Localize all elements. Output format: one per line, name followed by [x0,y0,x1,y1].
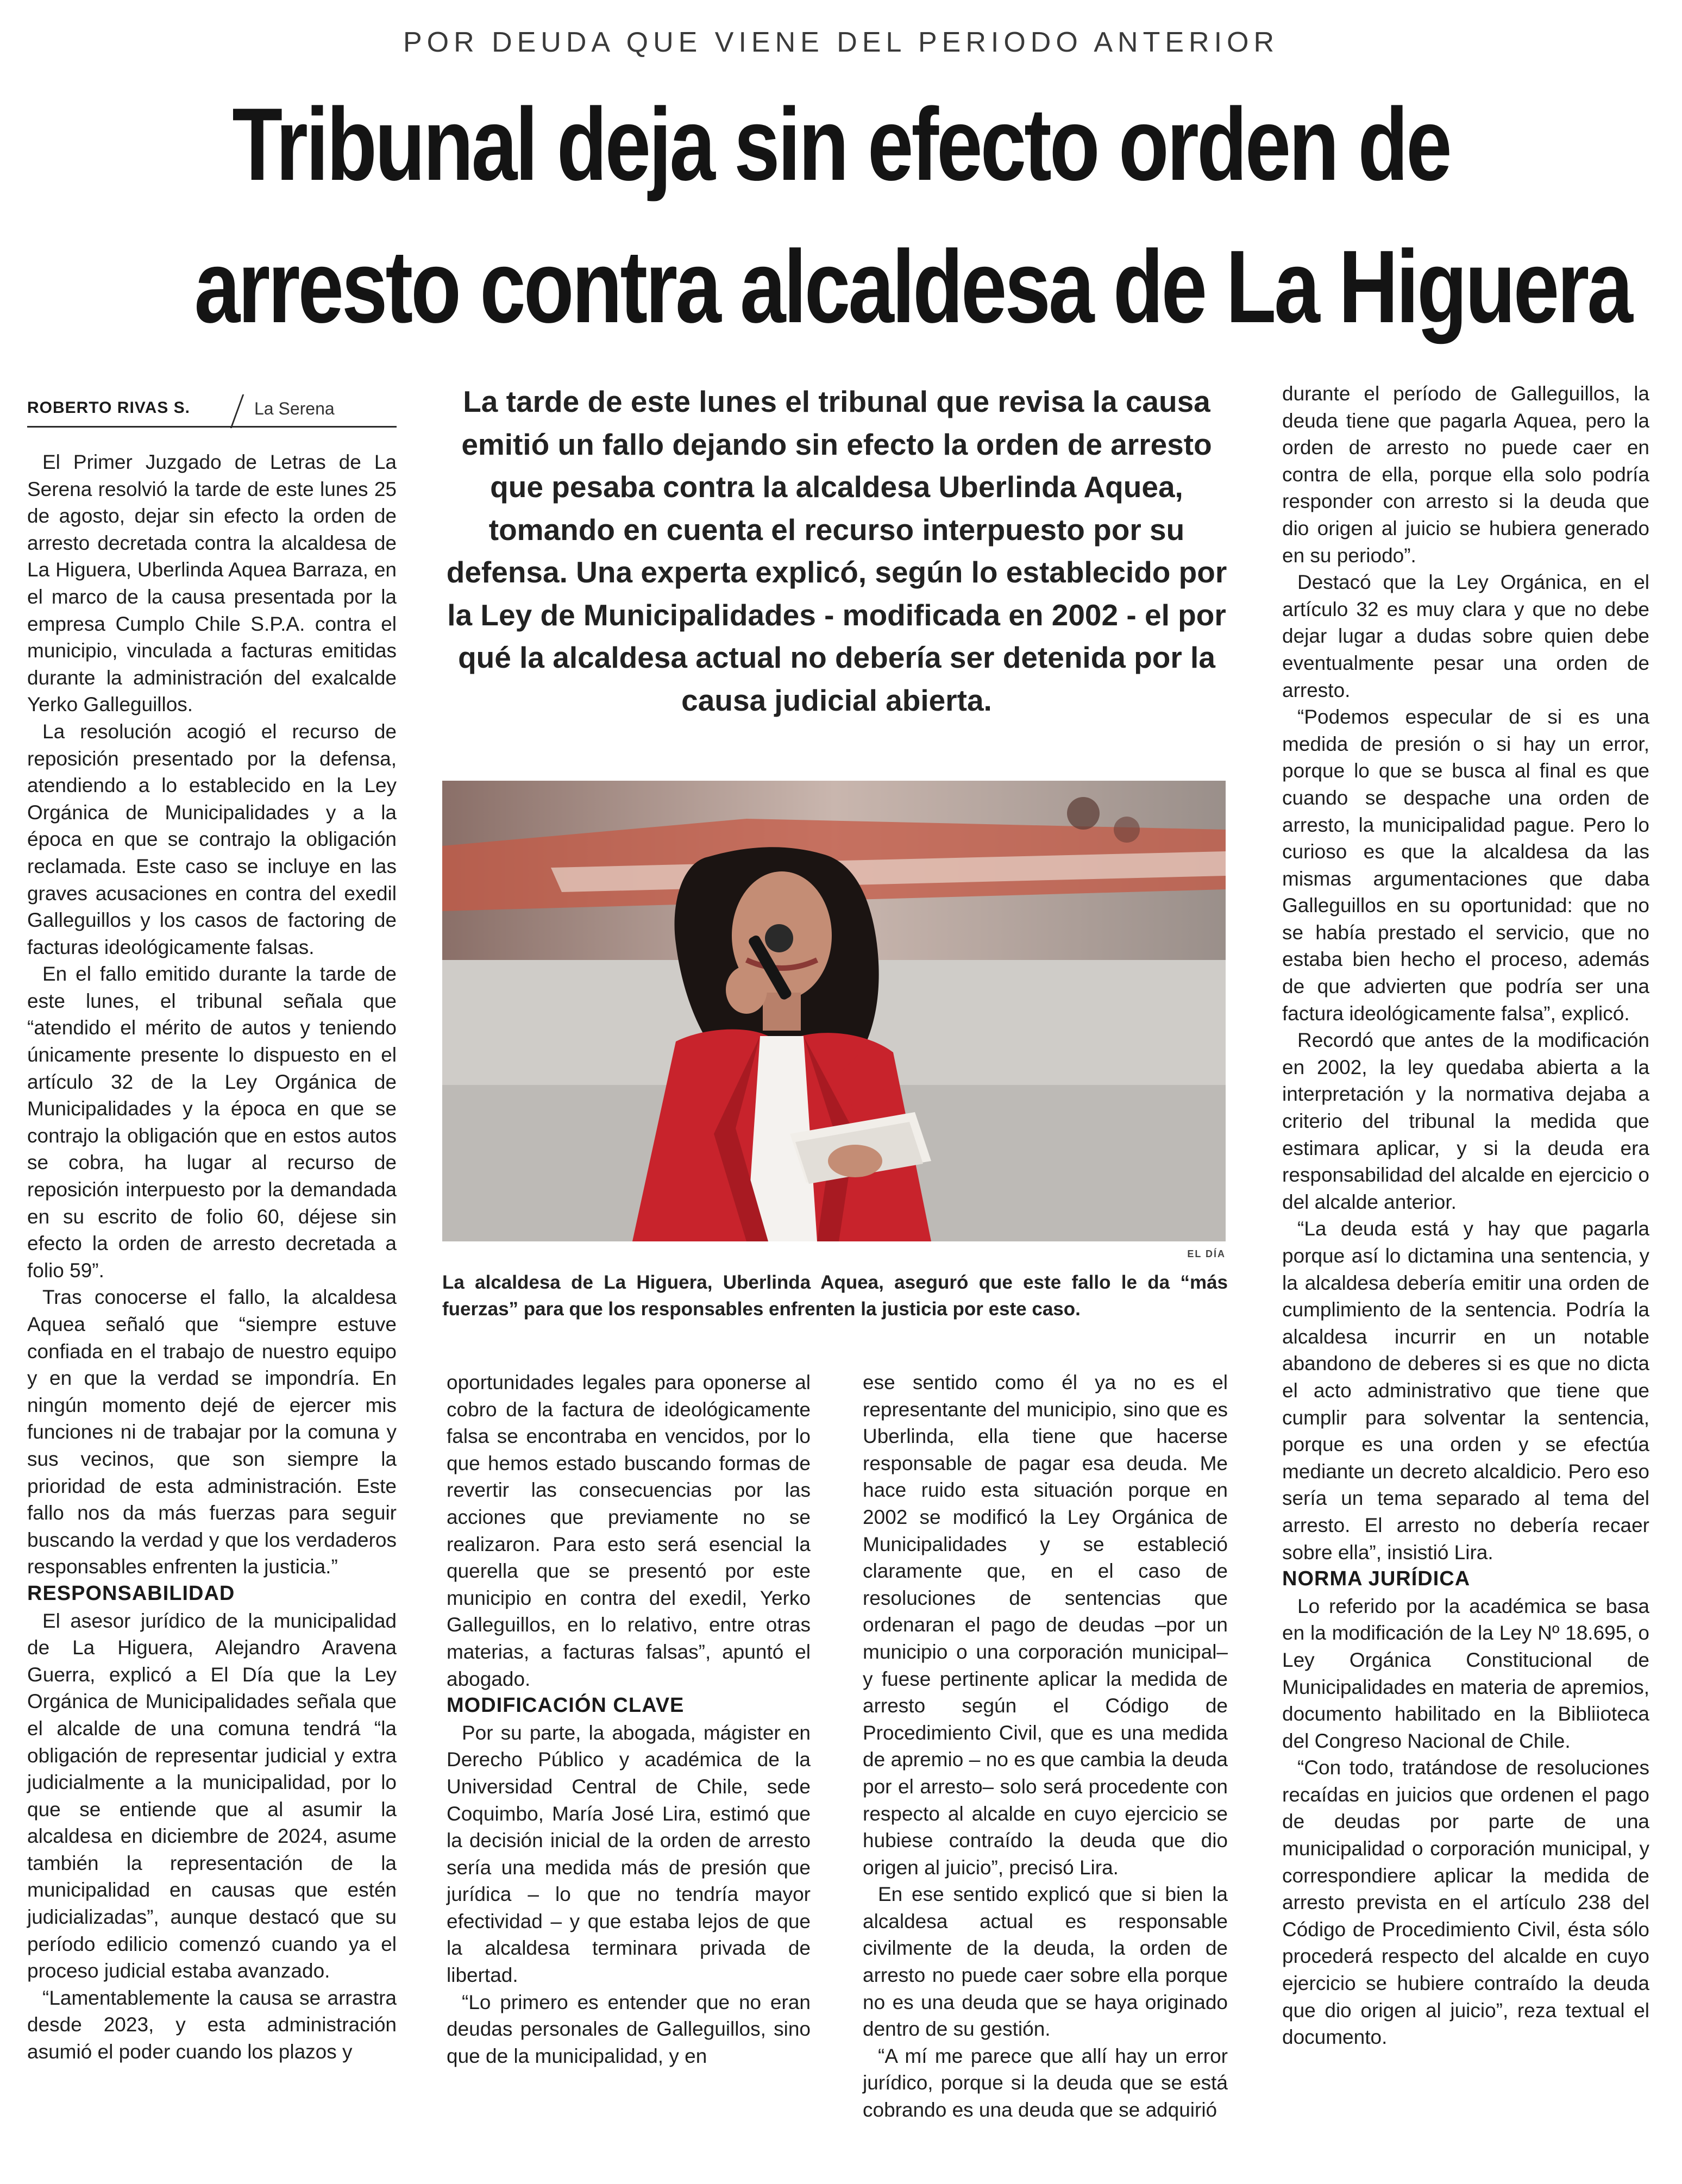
paragraph: “Podemos especular de si es una medida de presión o si hay un error, porque lo que se busca al final es que cuando se despache una orden de arresto, la municipalidad pague. Pero lo curioso es que la alcaldesa da las mismas argumentaciones que daba Galleguillos en su oportunidad: que no se había prestado el servicio, que no estaba bien hecho el proceso, además de que advierten que podría ser una factura ideológicamente falsa”, explicó. [1282,706,1649,1025]
byline-divider [230,394,244,428]
column-1 [27,449,397,2066]
paragraph: “Con todo, tratándose de resoluciones recaídas en juicios que ordenen el pago de deudas por parte de una municipalidad o corporación municipal, y correspondiere aplicar la medida de arresto prevista en el artículo 238 del Código de Procedimiento Civil, ésta sólo procederá respecto del alcalde en cuyo ejercicio se hubiere contraído la deuda que dio origen al juicio”, reza textual el documento. [1282,1756,1649,2049]
paragraph: Lo referido por la académica se basa en la modificación de la Ley Nº 18.695, o Ley Orgánica Constitucional de Municipalidades en materia de apremios, documento habilitado en la Bibliioteca del Congreso Nacional de Chile. [1282,1595,1649,1752]
subhead-norma-juridica: NORMA JURÍDICA [1282,1567,1471,1591]
photo-credit: EL DÍA [1187,1248,1226,1259]
paragraph: “A mí me parece que allí hay un error jurídico, porque si la deuda que se está cobrando es una deuda que se adquirió [863,2044,1228,2122]
photo-caption: La alcaldesa de La Higuera, Uberlinda Aquea, aseguró que este fallo le da “más fuerzas” para que los responsables enfrenten la justicia por este caso. [442,1272,1228,1320]
kicker: POR DEUDA QUE VIENE DEL PERIODO ANTERIOR [403,27,1279,58]
paragraph: El asesor jurídico de la municipalidad de La Higuera, Alejandro Aravena Guerra, explicó a El Día que la Ley Orgánica de Municipalidades señala que el alcalde de una comuna tendrá “la obligación de representar judicial y extra judicialmente a la municipalidad, por lo que se entiende que al asumir la alcaldesa en diciembre de 2024, asume también la representación de la municipalidad en causas que estén judicializadas”, aunque destacó que su período edilicio comenzó cuando ya el proceso judicial estaba avanzado. [27,1609,397,1982]
byline [27,392,397,428]
column-3 [863,1369,1228,2124]
paragraph: En el fallo emitido durante la tarde de este lunes, el tribunal señala que “atendido el mérito de autos y teniendo únicamente presente lo dispuesto en el artículo 32 de la Ley Orgánica de Municipalidades y la época en que se contrajo la obligación que en estos autos se cobra, ha lugar al recurso de reposición interpuesto por la demandada en su escrito de folio 60, déjese sin efecto la orden de arresto decretada a folio 59”. [27,963,397,1282]
location: La Serena [254,399,335,418]
paragraph: “Lo primero es entender que no eran deudas personales de Galleguillos, sino que de la municipalidad, y en [447,1991,811,2067]
headline-line-1: Tribunal deja sin efecto orden de [232,87,1450,202]
paragraph: En ese sentido explicó que si bien la alcaldesa actual es responsable civilmente de la deuda, la orden de arresto no puede caer sobre ella porque no es una deuda que se haya originado dentro de su gestión. [863,1883,1228,2041]
paragraph: “Lamentablemente la causa se arrastra desde 2023, y esta administración asumió el poder cuando los plazos y [27,1986,397,2063]
paragraph: Tras conocerse el fallo, la alcaldesa Aquea señaló que “siempre estuve confiada en el trabajo de nuestro equipo y en que la verdad se impondría. En ningún momento dejé de ejercer mis funciones ni de trabajar por la comuna y sus vecinos, que son siempre la prioridad de esta administración. Este fallo nos da más fuerzas para seguir buscando la verdad y que los verdaderos responsables enfrenten la justicia.” [27,1286,397,1578]
photo-alcaldesa-microphone [442,781,1226,1241]
subhead-responsabilidad: RESPONSABILIDAD [27,1581,235,1605]
headline [33,73,1649,358]
lead-paragraph: La tarde de este lunes el tribunal que revisa la causa emitió un fallo dejando sin efecto la orden de arresto que pesaba contra la alcaldesa Uberlinda Aquea, tomando en cuenta el recurso interpuesto por su defensa. Una experta explicó, según lo establecido por la Ley de Municipalidades - modificada en 2002 - el por qué la alcaldesa actual no debería ser detenida por la causa judicial abierta. [446,385,1227,717]
paragraph: ese sentido como él ya no es el representante del municipio, sino que es Uberlinda, ella tiene que hacerse responsable de pagar esa deuda. Me hace ruido esta situación porque en 2002 se modificó la Ley Orgánica de Municipalidades y se estableció claramente que, en el caso de resoluciones de sentencias que ordenaran el pago de deudas –por un municipio o una corporación municipal– y fuese pertinente aplicar la medida de arresto según el Código de Procedimiento Civil, que es una medida de apremio – no es que cambia la deuda por el arresto– solo será procedente con respecto al alcalde en cuyo ejercicio se hubiese contraído la deuda que dio origen al juicio”, precisó Lira. [863,1371,1228,1879]
headline-line-2: arresto contra alcaldesa de La Higuera [194,229,1631,344]
column-4 [1282,380,1649,2051]
paragraph: El Primer Juzgado de Letras de La Serena resolvió la tarde de este lunes 25 de agosto, dejar sin efecto la orden de arresto decretada contra la alcaldesa de La Higuera, Uberlinda Aquea Barraza, en el marco de la causa presentada por la empresa Cumplo Chile S.P.A. contra el municipio, vinculada a facturas emitidas durante la administración del exalcalde Yerko Galleguillos. [27,451,397,716]
paragraph: oportunidades legales para oponerse al cobro de la factura de ideológicamente falsa se encontraba en vencidos, por lo que hemos estado buscando formas de revertir las consecuencias por las acciones que previamente no se realizaron. Para esto será esencial la querella que se presentó por este municipio en contra del exedil, Yerko Galleguillos, en lo relativo, entre otras materias, a facturas falsas”, apuntó el abogado. [447,1371,811,1690]
paragraph: La resolución acogió el recurso de reposición presentado por la defensa, atendiendo a lo establecido en la Ley Orgánica de Municipalidades y a la época en que se contrajo la obligación reclamada. Este caso se incluye en las graves acusaciones en contra del exedil Galleguillos y los casos de factoring de facturas ideológicamente falsas. [27,720,397,958]
subhead-modificacion-clave: MODIFICACIÓN CLAVE [447,1694,685,1717]
paragraph: Destacó que la Ley Orgánica, en el artículo 32 es muy clara y que no debe dejar lugar a dudas sobre quien debe eventualmente pesar una orden de arresto. [1282,571,1649,701]
article-photo [442,781,1226,1241]
paragraph: Recordó que antes de la modificación en 2002, la ley quedaba abierta a la interpretación y la normativa dejaba a criterio del tribunal la medida que estimara aplicar, y si la deuda era responsabilidad del alcalde en ejercicio o del alcalde anterior. [1282,1029,1649,1213]
paragraph: “La deuda está y hay que pagarla porque así lo dictamina una sentencia, y la alcaldesa debería emitir una orden de cumplimiento de la sentencia. Podría la alcaldesa incurrir en un notable abandono de deberes si es que no dicta el acto administrativo que tiene que cumplir para solventar la sentencia, porque es una orden y se efectúa mediante un decreto alcaldicio. Pero eso sería un tema separado al tema del arresto. El arresto no debería recaer sobre ella”, insistió Lira. [1282,1217,1649,1564]
paragraph: Por su parte, la abogada, mágister en Derecho Público y académica de la Universidad Central de Chile, sede Coquimbo, María José Lira, estimó que la decisión inicial de la orden de arresto sería una medida más de presión que jurídica – lo que no tendría mayor efectividad – y que estaba lejos de que la alcaldesa terminara privada de libertad. [447,1721,811,1987]
paragraph: durante el período de Galleguillos, la deuda tiene que pagarla Aquea, pero la orden de arresto no puede caer en contra de ella, porque ella solo podría responder con arresto si la deuda que dio origen al juicio se hubiera generado en su periodo”. [1282,382,1649,567]
author: ROBERTO RIVAS S. [27,399,190,417]
column-2 [447,1369,811,2069]
